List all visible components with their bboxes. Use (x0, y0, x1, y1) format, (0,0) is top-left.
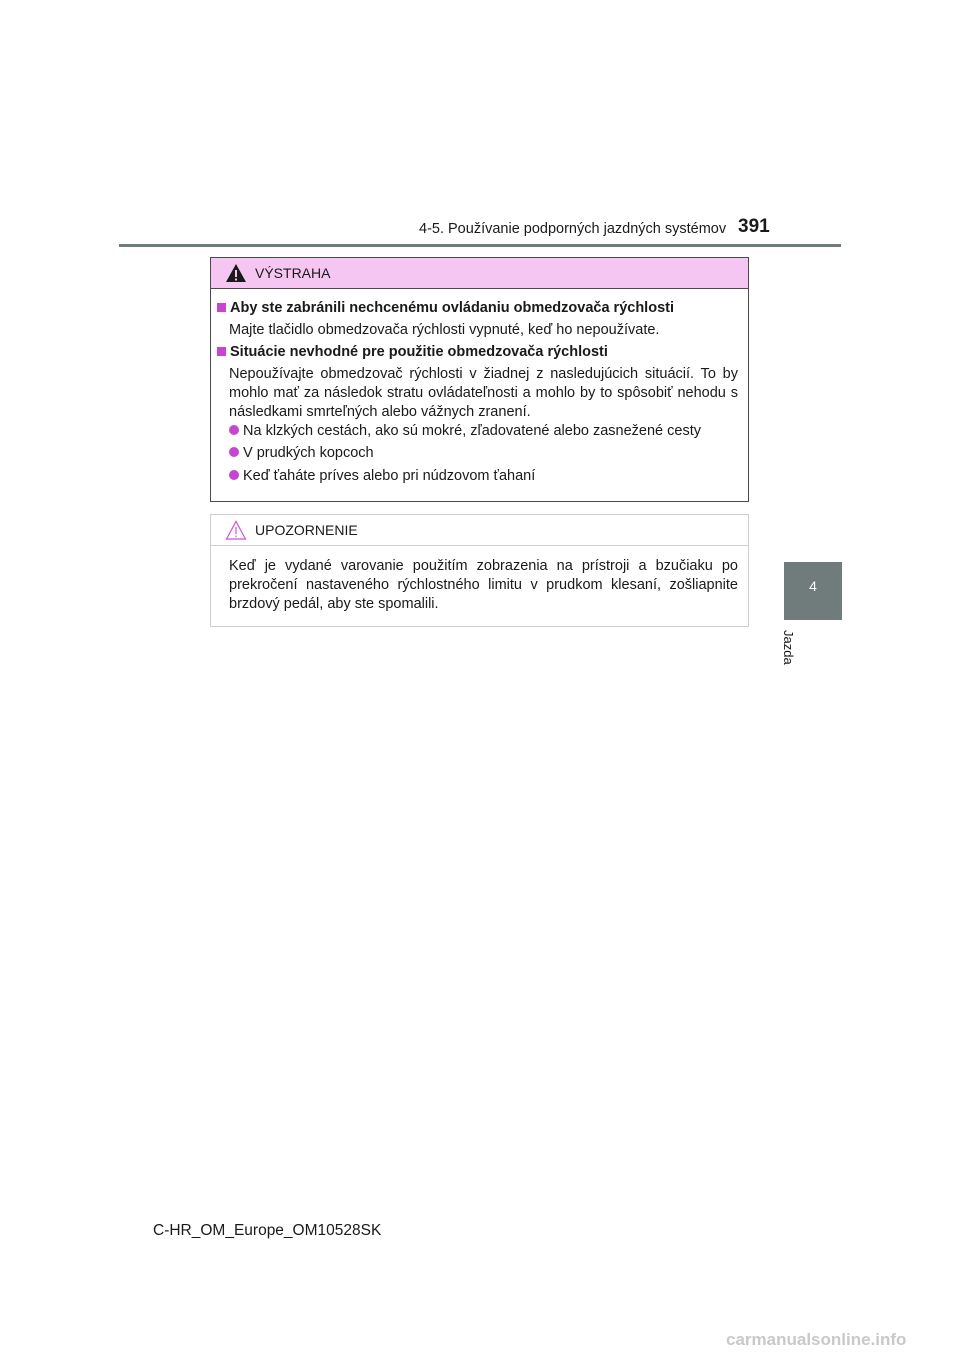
page-number: 391 (738, 216, 770, 237)
notice-text: Keď je vydané varovanie použitím zobrazenia na prístroji a bzučiaku po prekročení nastaveného rýchlostného limitu v prudkom klesaní, zošliapnite brzdový pedál, aby ste spomalili. (229, 558, 738, 612)
document-code: C-HR_OM_Europe_OM10528SK (153, 1222, 382, 1239)
header-divider (119, 244, 841, 247)
chapter-number: 4 (809, 578, 817, 594)
warning-text-1: Majte tlačidlo obmedzovača rýchlosti vypnuté, keď ho nepoužívate. (229, 322, 660, 338)
round-bullet-icon (229, 447, 239, 457)
chapter-label (781, 630, 806, 670)
warning-subheading-2: Situácie nevhodné pre použitie obmedzovača rýchlosti (217, 344, 608, 360)
warning-subheading-1: Aby ste zabránili nechcenému ovládaniu obmedzovača rýchlosti (217, 300, 674, 316)
warning-triangle-icon (225, 263, 247, 283)
list-item: V prudkých kopcoch (229, 445, 374, 461)
notice-title: UPOZORNENIE (255, 522, 358, 538)
section-title: 4-5. Používanie podporných jazdných systémov (419, 221, 727, 237)
caution-triangle-icon (225, 520, 247, 540)
round-bullet-icon (229, 425, 239, 435)
watermark: carmanualsonline.info (726, 1330, 907, 1349)
notice-box (210, 514, 749, 627)
warning-header (211, 258, 748, 289)
list-item: Na klzkých cestách, ako sú mokré, zľadovatené alebo zasnežené cesty (229, 423, 701, 439)
round-bullet-icon (229, 470, 239, 480)
square-bullet-icon (217, 347, 226, 356)
square-bullet-icon (217, 303, 226, 312)
warning-box (210, 257, 749, 502)
warning-title: VÝSTRAHA (255, 265, 331, 281)
warning-text-2: Nepoužívajte obmedzovač rýchlosti v žiadnej z nasledujúcich situácií. To by mohlo mať za následok stratu ovládateľnosti a mohlo by to spôsobiť nehodu s následkami smrteľných alebo vážnych zranení. (229, 366, 738, 420)
chapter-tab[interactable] (784, 562, 842, 620)
chapter-label-text: Jazda (781, 630, 796, 665)
notice-header (211, 515, 748, 546)
list-item: Keď ťaháte príves alebo pri núdzovom ťahaní (229, 468, 535, 484)
